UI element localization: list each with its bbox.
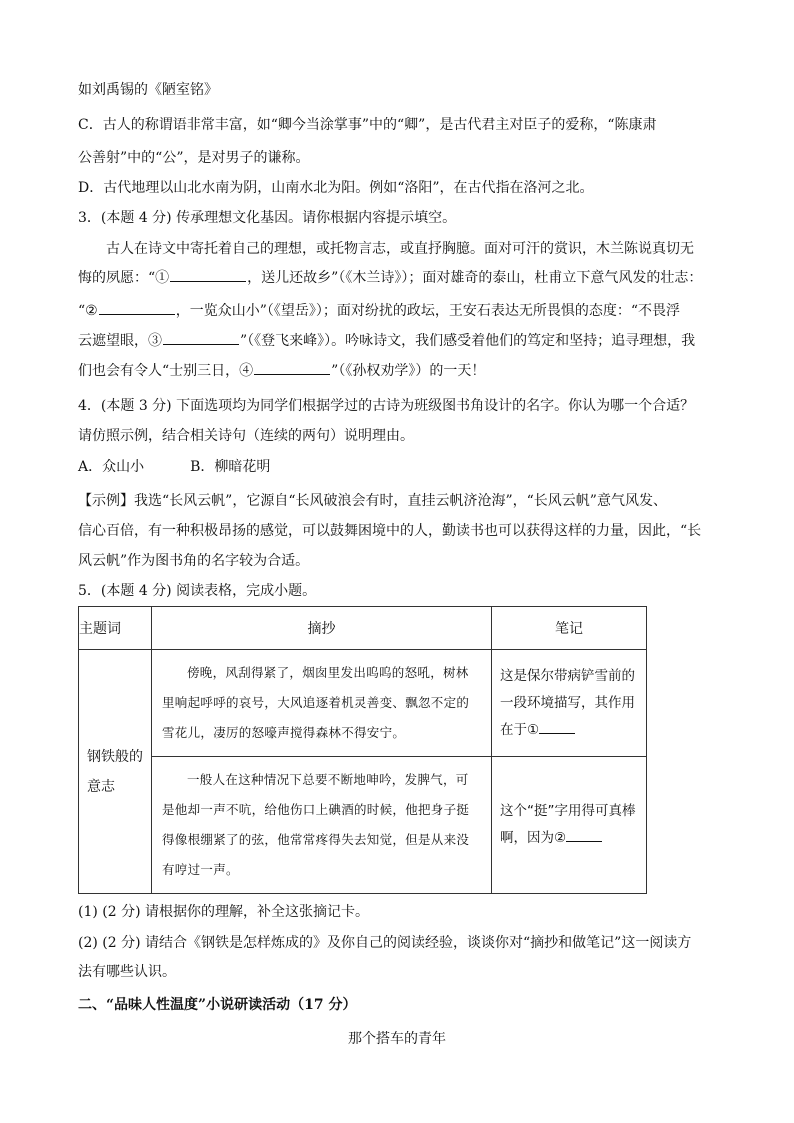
excerpt-card-table [78,606,647,894]
option-a: A．众山小 [78,459,145,475]
blank-1[interactable] [170,269,246,282]
subquestion-1: (1) (2 分) 请根据你的理解，补全这张摘记卡。 [78,904,370,920]
option-b-continuation: 如刘禹锡的《陋室铭》 [78,82,218,98]
option-c-line1: C．古人的称谓语非常丰富，如“卿今当涂掌事”中的“卿”，是古代君主对臣子的爱称，“陈康肃 [78,117,657,133]
q3-paragraph-line5 [78,361,485,381]
q3-text: “② [78,303,98,319]
note-text: 这个“挺”字用得可真棒啊，因为② [500,803,636,846]
q3-paragraph-line1: 古人在诗文中寄托着自己的理想，或托物言志，或直抒胸臆。面对可汗的赏识，木兰陈说真切无 [106,241,694,257]
question-4-line2: 请仿照示例，结合相关诗句（连续的两句）说明理由。 [78,428,414,444]
note-blank-2[interactable] [566,829,602,842]
question-4-options [78,457,270,477]
note-blank-1[interactable] [539,721,575,734]
header-theme: 主题词 [79,607,152,650]
option-b: B．柳暗花明 [190,459,271,475]
note-text: 这是保尔带病铲雪前的一段环境描写，其作用在于① [500,667,635,738]
q3-paragraph-line4 [78,331,695,351]
theme-cell: 钢铁般的意志 [79,650,152,894]
subquestion-2-line1: (2) (2 分) 请结合《钢铁是怎样炼成的》及你自己的阅读经验，谈谈你对“摘抄和做笔记”这一阅读方 [78,935,692,951]
blank-2[interactable] [99,302,175,315]
q3-text: ”（《登飞来峰》）。吟咏诗文，我们感受着他们的笃定和坚持；追寻理想，我 [240,333,696,349]
question-5-heading: 5．(本题 4 分) 阅读表格，完成小题。 [78,583,317,599]
excerpt-cell-1: 傍晚，风刮得紧了，烟囱里发出呜呜的怒吼，树林里响起呼呼的哀号，大风追逐着机灵善变、飘忽不定的雪花儿，凄厉的怒嚎声搅得森林不得安宁。 [152,650,492,757]
q3-text: ，送儿还故乡”（《木兰诗》）；面对雄奇的泰山，杜甫立下意气风发的壮志： [247,270,703,286]
section-2-heading: 二、“品味人性温度”小说研读活动（17 分） [78,997,357,1013]
q3-text: ，一览众山小”（《望岳》）；面对纷扰的政坛，王安石表达无所畏惧的态度：“不畏浮 [175,303,681,319]
q3-text: 云遮望眼，③ [78,333,162,349]
header-notes: 笔记 [492,607,647,650]
excerpt-cell-2: 一般人在这种情况下总要不断地呻吟，发脾气，可是他却一声不吭，给他伤口上碘酒的时候，他把身子挺得像根绷紧了的弦，他常常疼得失去知觉，但是从来没有哼过一声。 [152,757,492,894]
example-line1: 【示例】我选“长风云帆”，它源自“长风破浪会有时，直挂云帆济沧海”，“长风云帆”意气风发、 [78,493,667,509]
example-line2: 信心百倍，有一种积极昂扬的感觉，可以鼓舞困境中的人，勤读书也可以获得这样的力量，因此，“长 [78,523,702,539]
option-d: D．古代地理以山北水南为阴，山南水北为阳。例如“洛阳”，在古代指在洛河之北。 [78,180,594,196]
blank-3[interactable] [163,332,239,345]
example-line3: 风云帆”作为图书角的名字较为合适。 [78,553,310,569]
q3-text: 们也会有令人“士别三日，④ [78,363,254,379]
note-cell-2 [492,757,647,894]
header-excerpt: 摘抄 [152,607,492,650]
question-4-heading: 4．(本题 3 分) 下面选项均为同学们根据学过的古诗为班级图书角设计的名字。你认为哪一个合适？ [78,398,695,414]
question-3-heading: 3．(本题 4 分) 传承理想文化基因。请你根据内容提示填空。 [78,210,457,226]
story-title: 那个搭车的青年 [348,1031,446,1047]
q3-text: 悔的夙愿：“① [78,270,170,286]
q3-paragraph-line2 [78,268,702,288]
q3-paragraph-line3 [78,301,680,321]
option-c-line2: 公善射”中的“公”，是对男子的谦称。 [78,150,310,166]
subquestion-2-line2: 法有哪些认识。 [78,964,176,980]
note-cell-1 [492,650,647,757]
blank-4[interactable] [254,362,330,375]
q3-text: ”（《孙权劝学》）的一天！ [331,363,486,379]
